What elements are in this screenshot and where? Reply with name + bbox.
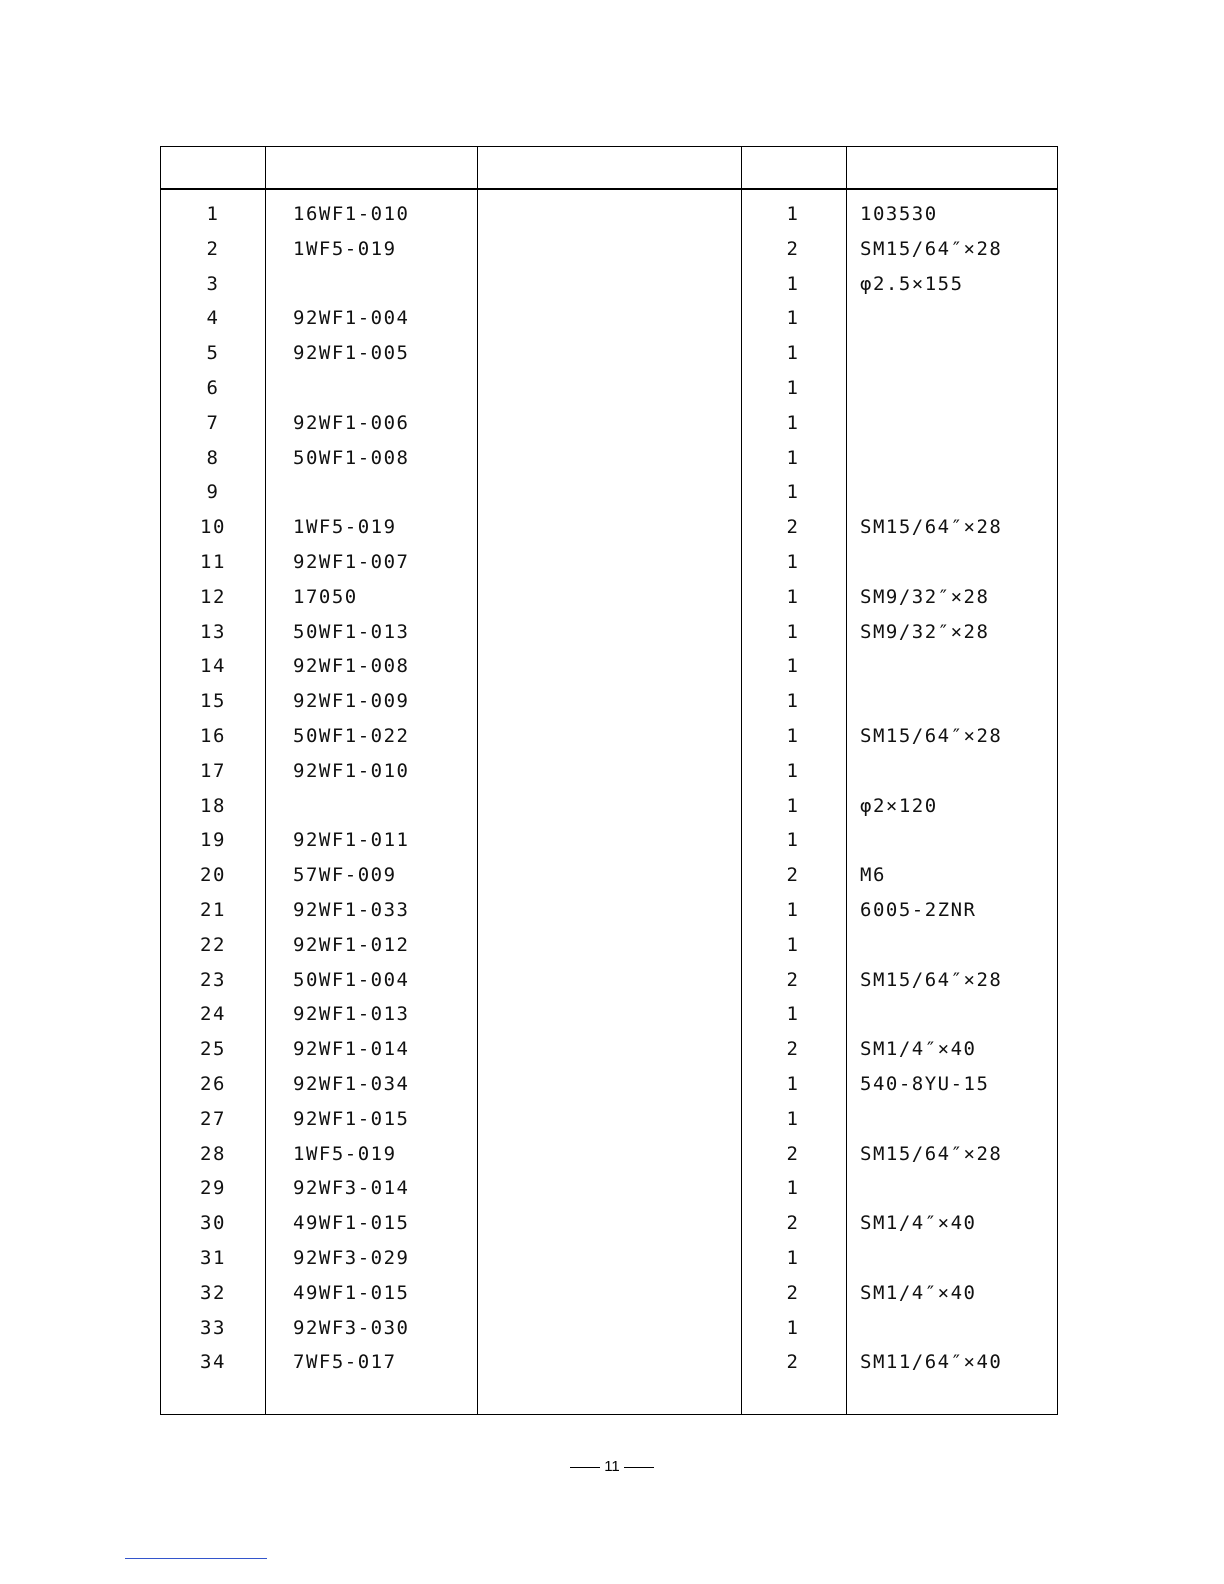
part-code: 92WF3-029: [293, 1246, 410, 1269]
specification: SM9/32″×28: [860, 620, 990, 643]
specification: 6005-2ZNR: [860, 898, 977, 921]
quantity: 1: [786, 690, 800, 713]
table-row: [161, 371, 1057, 406]
table-row: [161, 301, 1057, 336]
item-number: 3: [206, 272, 220, 295]
quantity: 1: [786, 933, 800, 956]
quantity: 1: [786, 1107, 800, 1130]
item-number: 14: [200, 655, 226, 678]
part-code: 92WF1-013: [293, 1003, 410, 1026]
table-row: [161, 267, 1057, 302]
item-number: 23: [200, 968, 226, 991]
table-row: [161, 1032, 1057, 1067]
table-row: [161, 1102, 1057, 1137]
table-body: [161, 197, 1057, 1380]
part-code: 92WF1-008: [293, 655, 410, 678]
specification: SM15/64″×28: [860, 516, 1003, 539]
table-row: [161, 823, 1057, 858]
item-number: 26: [200, 1072, 226, 1095]
item-number: 34: [200, 1351, 226, 1374]
table-row: [161, 1137, 1057, 1172]
table-row: [161, 719, 1057, 754]
quantity: 1: [786, 272, 800, 295]
table-row: [161, 580, 1057, 615]
item-number: 16: [200, 724, 226, 747]
item-number: 11: [200, 550, 226, 573]
item-number: 27: [200, 1107, 226, 1130]
parts-table: [160, 146, 1058, 1415]
quantity: 1: [786, 898, 800, 921]
table-row: [161, 615, 1057, 650]
quantity: 1: [786, 724, 800, 747]
specification: φ2×120: [860, 794, 938, 817]
item-number: 25: [200, 1038, 226, 1061]
table-row: [161, 858, 1057, 893]
quantity: 2: [786, 1142, 800, 1165]
quantity: 2: [786, 1212, 800, 1235]
specification: M6: [860, 864, 886, 887]
part-code: 92WF1-034: [293, 1072, 410, 1095]
quantity: 2: [786, 1281, 800, 1304]
table-row: [161, 1276, 1057, 1311]
part-code: 50WF1-022: [293, 724, 410, 747]
part-code: 92WF1-004: [293, 307, 410, 330]
part-code: 57WF-009: [293, 864, 397, 887]
quantity: 2: [786, 1038, 800, 1061]
part-code: 50WF1-013: [293, 620, 410, 643]
table-row: [161, 545, 1057, 580]
header-rule: [161, 188, 1057, 190]
item-number: 15: [200, 690, 226, 713]
item-number: 28: [200, 1142, 226, 1165]
part-code: 92WF1-015: [293, 1107, 410, 1130]
item-number: 19: [200, 829, 226, 852]
part-code: 92WF1-009: [293, 690, 410, 713]
part-code: 92WF1-005: [293, 342, 410, 365]
quantity: 1: [786, 481, 800, 504]
quantity: 1: [786, 1246, 800, 1269]
item-number: 10: [200, 516, 226, 539]
item-number: 30: [200, 1212, 226, 1235]
table-row: [161, 684, 1057, 719]
table-row: [161, 1345, 1057, 1380]
item-number: 9: [206, 481, 220, 504]
quantity: 2: [786, 1351, 800, 1374]
specification: SM11/64″×40: [860, 1351, 1003, 1374]
specification: 103530: [860, 203, 938, 225]
table-row: [161, 336, 1057, 371]
table-row: [161, 893, 1057, 928]
part-code: 17050: [293, 585, 358, 608]
part-code: 16WF1-010: [293, 203, 410, 225]
quantity: 1: [786, 446, 800, 469]
item-number: 22: [200, 933, 226, 956]
item-number: 5: [206, 342, 220, 365]
quantity: 1: [786, 376, 800, 399]
item-number: 32: [200, 1281, 226, 1304]
specification: SM15/64″×28: [860, 724, 1003, 747]
part-code: 92WF1-033: [293, 898, 410, 921]
table-row: [161, 649, 1057, 684]
item-number: 1: [206, 203, 220, 225]
item-number: 6: [206, 376, 220, 399]
item-number: 8: [206, 446, 220, 469]
item-number: 2: [206, 237, 220, 260]
table-row: [161, 232, 1057, 267]
item-number: 7: [206, 411, 220, 434]
specification: SM15/64″×28: [860, 237, 1003, 260]
quantity: 1: [786, 585, 800, 608]
item-number: 20: [200, 864, 226, 887]
item-number: 18: [200, 794, 226, 817]
item-number: 4: [206, 307, 220, 330]
specification: SM15/64″×28: [860, 1142, 1003, 1165]
part-code: 92WF1-012: [293, 933, 410, 956]
table-row: [161, 754, 1057, 789]
part-code: 1WF5-019: [293, 516, 397, 539]
table-row: [161, 1311, 1057, 1346]
table-row: [161, 963, 1057, 998]
table-row: [161, 475, 1057, 510]
item-number: 24: [200, 1003, 226, 1026]
quantity: 1: [786, 1072, 800, 1095]
table-row: [161, 441, 1057, 476]
table-row: [161, 1206, 1057, 1241]
item-number: 21: [200, 898, 226, 921]
quantity: 1: [786, 829, 800, 852]
part-code: 92WF3-030: [293, 1316, 410, 1339]
table-row: [161, 1241, 1057, 1276]
table-row: [161, 197, 1057, 232]
page-footer: [0, 1458, 1224, 1475]
quantity: 1: [786, 411, 800, 434]
quantity: 1: [786, 342, 800, 365]
quantity: 1: [786, 1003, 800, 1026]
part-code: 92WF1-011: [293, 829, 410, 852]
specification: SM1/4″×40: [860, 1038, 977, 1061]
part-code: 1WF5-019: [293, 1142, 397, 1165]
quantity: 1: [786, 794, 800, 817]
table-row: [161, 928, 1057, 963]
part-code: 7WF5-017: [293, 1351, 397, 1374]
part-code: 92WF1-007: [293, 550, 410, 573]
item-number: 33: [200, 1316, 226, 1339]
table-row: [161, 1171, 1057, 1206]
table-row: [161, 997, 1057, 1032]
footnote-rule: [125, 1558, 267, 1559]
specification: φ2.5×155: [860, 272, 964, 295]
quantity: 2: [786, 516, 800, 539]
quantity: 1: [786, 550, 800, 573]
specification: SM15/64″×28: [860, 968, 1003, 991]
part-code: 92WF1-014: [293, 1038, 410, 1061]
specification: SM1/4″×40: [860, 1212, 977, 1235]
item-number: 12: [200, 585, 226, 608]
footer-dash-left: [570, 1467, 600, 1468]
quantity: 1: [786, 307, 800, 330]
item-number: 13: [200, 620, 226, 643]
quantity: 1: [786, 759, 800, 782]
part-code: 50WF1-008: [293, 446, 410, 469]
specification: 540-8YU-15: [860, 1072, 990, 1095]
table-row: [161, 1067, 1057, 1102]
quantity: 1: [786, 655, 800, 678]
quantity: 1: [786, 203, 800, 225]
part-code: 49WF1-015: [293, 1212, 410, 1235]
part-code: 49WF1-015: [293, 1281, 410, 1304]
table-row: [161, 406, 1057, 441]
part-code: 92WF1-006: [293, 411, 410, 434]
quantity: 1: [786, 620, 800, 643]
table-row: [161, 789, 1057, 824]
page-number: 11: [604, 1458, 620, 1475]
part-code: 1WF5-019: [293, 237, 397, 260]
part-code: 92WF1-010: [293, 759, 410, 782]
part-code: 50WF1-004: [293, 968, 410, 991]
quantity: 2: [786, 864, 800, 887]
quantity: 1: [786, 1316, 800, 1339]
item-number: 17: [200, 759, 226, 782]
part-code: 92WF3-014: [293, 1177, 410, 1200]
quantity: 1: [786, 1177, 800, 1200]
specification: SM1/4″×40: [860, 1281, 977, 1304]
footer-dash-right: [624, 1467, 654, 1468]
quantity: 2: [786, 968, 800, 991]
specification: SM9/32″×28: [860, 585, 990, 608]
item-number: 31: [200, 1246, 226, 1269]
table-row: [161, 510, 1057, 545]
quantity: 2: [786, 237, 800, 260]
item-number: 29: [200, 1177, 226, 1200]
